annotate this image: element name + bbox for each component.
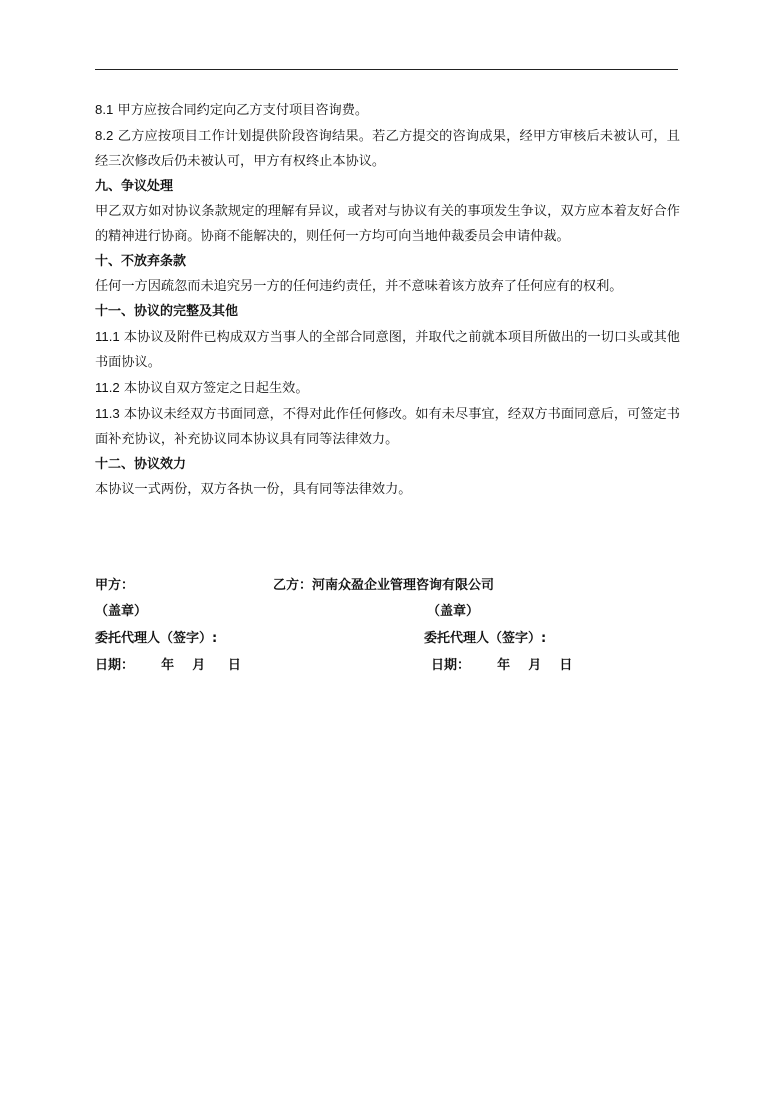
clause-text: 本协议未经双方书面同意，不得对此作任何修改。如有未尽事宜，经双方书面同意后，可签定书面补充协议，补充协议同本协议具有同等法律效力。	[95, 407, 680, 447]
section-heading: 九、争议处理	[95, 179, 174, 194]
clause-paragraph	[95, 324, 680, 375]
clause-paragraph	[95, 123, 680, 174]
party-b-seal: （盖章）	[427, 604, 480, 619]
clause-text: 甲乙双方如对协议条款规定的理解有异议，或者对与协议有关的事项发生争议，双方应本着友好合作的精神进行协商。协商不能解决的，则任何一方均可向当地仲裁委员会申请仲裁。	[95, 204, 680, 244]
clause-text: 本协议一式两份，双方各执一份，具有同等法律效力。	[95, 482, 412, 497]
clause-number: 8.1	[95, 102, 114, 117]
clause-paragraph	[95, 199, 680, 249]
section-heading: 十、不放弃条款	[95, 254, 187, 269]
clause-number: 11.1	[95, 329, 120, 344]
party-a-agent-signature: 委托代理人（签字）:	[95, 631, 218, 646]
party-a-date: 日期： 年 月 日	[95, 658, 241, 673]
clause-number: 8.2	[95, 128, 114, 143]
section-heading: 十一、协议的完整及其他	[95, 304, 239, 319]
party-a-seal: （盖章）	[95, 604, 148, 619]
clause-paragraph	[95, 477, 680, 502]
clause-paragraph	[95, 97, 680, 123]
clause-text: 本协议自双方签定之日起生效。	[119, 381, 309, 396]
clause-text: 甲方应按合同约定向乙方支付项目咨询费。	[113, 103, 369, 118]
section-heading: 十二、协议效力	[95, 457, 187, 472]
party-b-label: 乙方：河南众盈企业管理咨询有限公司	[273, 578, 495, 593]
clause-paragraph	[95, 375, 680, 401]
clause-text: 本协议及附件已构成双方当事人的全部合同意图，并取代之前就本项目所做出的一切口头或其他书面协议。	[95, 330, 680, 370]
clause-number: 11.3	[95, 406, 120, 421]
clause-number: 11.2	[95, 380, 120, 395]
party-b-date: 日期： 年 月 日	[431, 658, 573, 673]
header-rule	[95, 69, 678, 70]
clause-paragraph	[95, 274, 680, 299]
clause-text: 任何一方因疏忽而未追究另一方的任何违约责任，并不意味着该方放弃了任何应有的权利。	[95, 279, 623, 294]
party-a-label: 甲方：	[95, 578, 135, 593]
contract-body	[95, 97, 680, 502]
party-b-agent-signature: 委托代理人（签字）:	[424, 631, 547, 646]
clause-text: 乙方应按项目工作计划提供阶段咨询结果。若乙方提交的咨询成果，经甲方审核后未被认可，且经三次修改后仍未被认可，甲方有权终止本协议。	[95, 129, 680, 169]
clause-paragraph	[95, 401, 680, 452]
